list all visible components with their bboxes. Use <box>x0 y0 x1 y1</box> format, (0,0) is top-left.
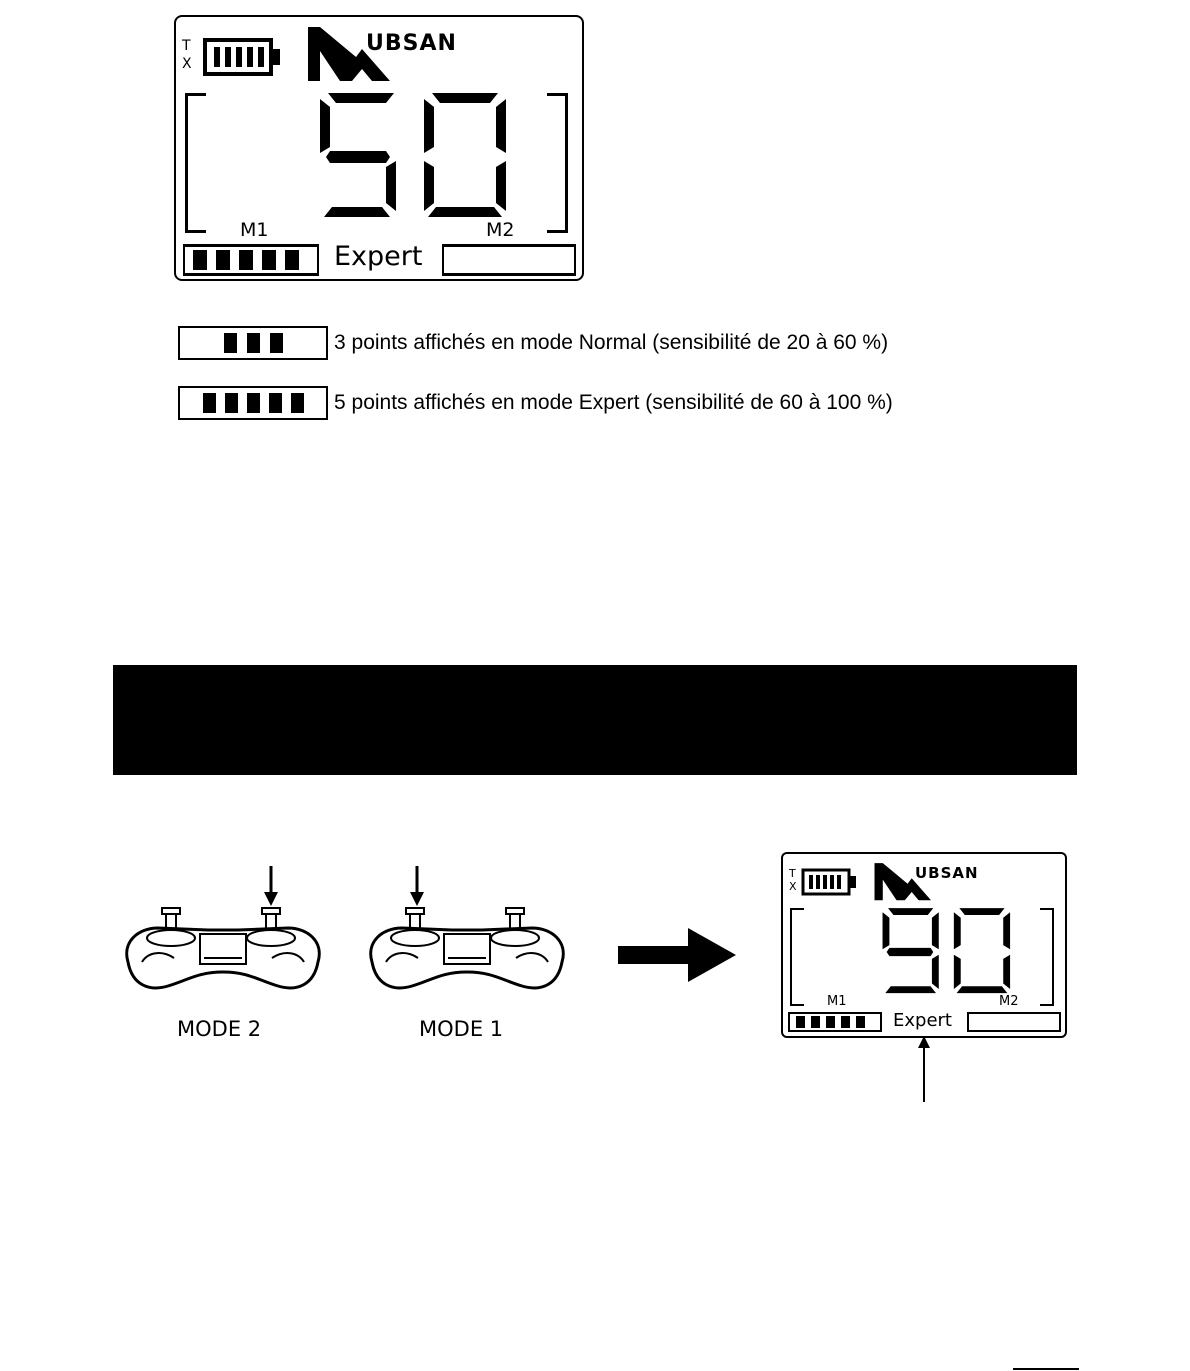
level-dot <box>247 393 260 413</box>
level-dot <box>270 333 283 353</box>
tx-label-t: T <box>182 38 191 54</box>
controller-mode2-illustration <box>118 862 328 1012</box>
level-dot <box>203 393 216 413</box>
right-arrow-icon <box>616 926 738 984</box>
level-dot <box>811 1016 820 1028</box>
m2-label: M2 <box>486 219 515 241</box>
level-dot <box>841 1016 850 1028</box>
battery-icon <box>801 868 859 896</box>
m2-label: M2 <box>999 994 1019 1009</box>
tx-label-x: X <box>182 56 192 72</box>
level-dot <box>856 1016 865 1028</box>
sensitivity-value-display <box>314 87 514 227</box>
right-level-bracket <box>1040 908 1054 1006</box>
legend-text-normal: 3 points affichés en mode Normal (sensibilité de 20 à 60 %) <box>334 331 889 354</box>
page-rule <box>1013 1368 1079 1370</box>
m1-sensitivity-bar <box>183 244 319 276</box>
battery-icon <box>202 37 284 77</box>
controller-mode1-illustration <box>362 862 572 1012</box>
up-arrow-icon <box>914 1034 934 1104</box>
brand-name: UBSAN <box>366 31 457 56</box>
level-dot <box>193 250 207 270</box>
mode-text: Expert <box>893 1010 952 1031</box>
m1-label: M1 <box>240 219 269 241</box>
tx-label-x: X <box>789 880 797 893</box>
mode-text: Expert <box>334 241 423 272</box>
tx-label-t: T <box>789 867 796 880</box>
m2-sensitivity-bar <box>967 1012 1061 1032</box>
level-dot <box>216 250 230 270</box>
m1-sensitivity-bar <box>788 1012 882 1032</box>
level-dot <box>262 250 276 270</box>
level-dot <box>224 333 237 353</box>
m1-label: M1 <box>827 994 847 1009</box>
m2-sensitivity-bar <box>442 244 576 276</box>
legend-row-expert <box>178 386 893 420</box>
level-dot <box>239 250 253 270</box>
level-dot <box>285 250 299 270</box>
mode1-label: MODE 1 <box>419 1017 504 1041</box>
level-dot <box>291 393 304 413</box>
level-dot <box>225 393 238 413</box>
legend-bar-3-dots <box>178 326 328 360</box>
legend-text-expert: 5 points affichés en mode Expert (sensibilité de 60 à 100 %) <box>334 391 893 414</box>
right-level-bracket <box>547 93 568 233</box>
legend-row-normal <box>178 326 888 360</box>
legend-bar-5-dots <box>178 386 328 420</box>
mode2-label: MODE 2 <box>177 1017 262 1041</box>
brand-name: UBSAN <box>915 864 979 882</box>
lcd-display-bottom <box>781 852 1067 1038</box>
level-dot <box>796 1016 805 1028</box>
lcd-display-top <box>174 15 584 281</box>
sensitivity-value-display <box>877 904 1017 1000</box>
redacted-heading-band <box>113 665 1077 775</box>
left-level-bracket <box>185 93 206 233</box>
level-dot <box>826 1016 835 1028</box>
left-level-bracket <box>790 908 804 1006</box>
level-dot <box>269 393 282 413</box>
level-dot <box>247 333 260 353</box>
